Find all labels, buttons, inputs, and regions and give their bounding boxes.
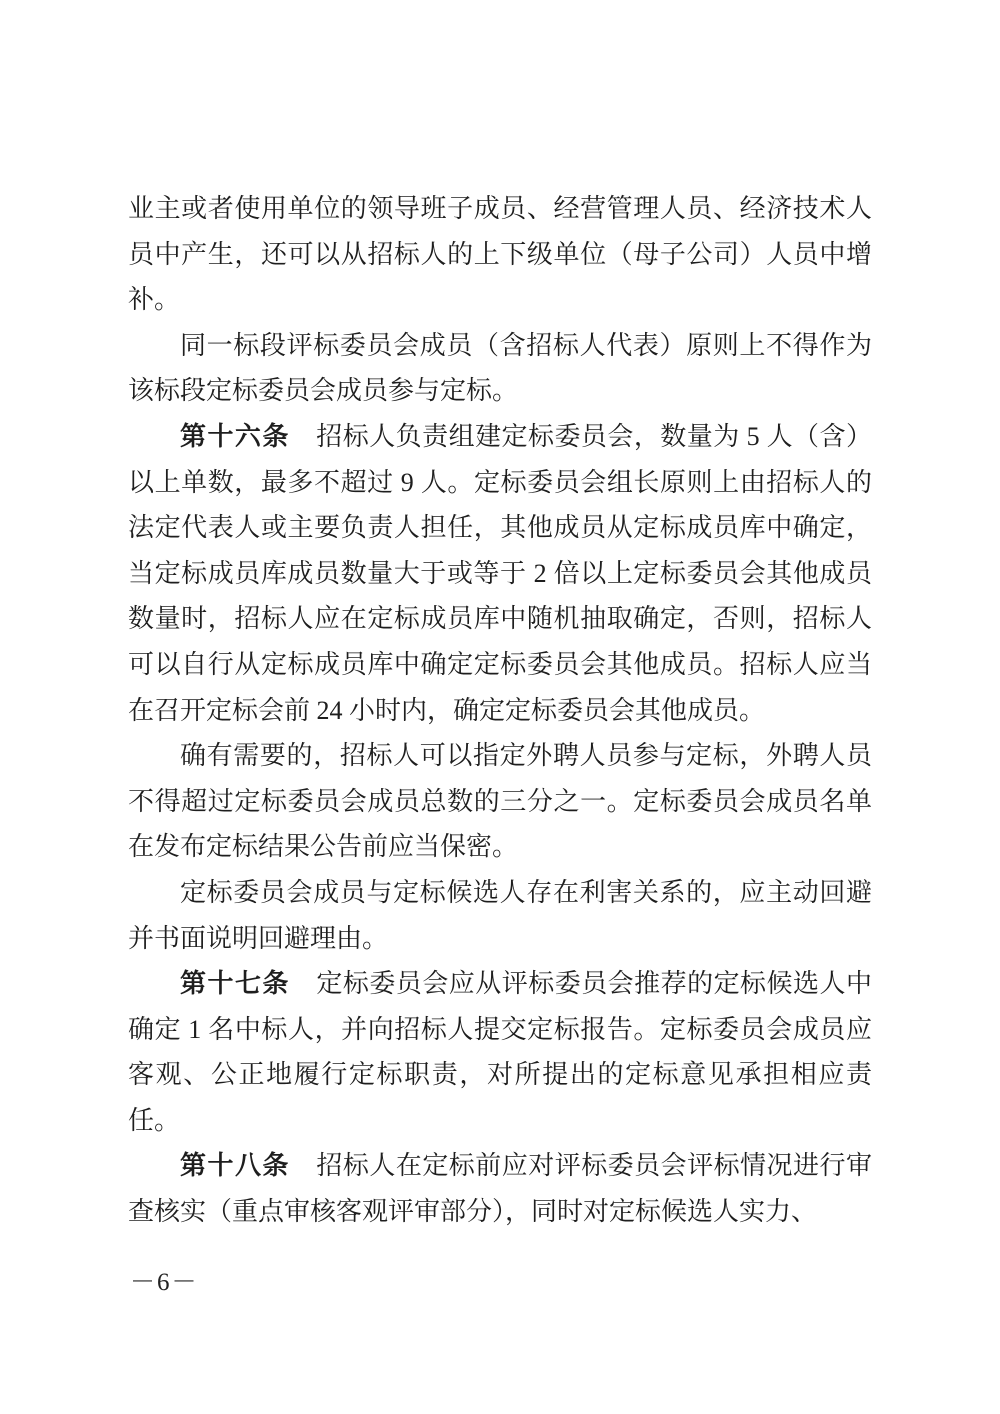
article-heading: 第十七条 <box>180 968 290 999</box>
page-number: －6－ <box>130 1269 199 1296</box>
paragraph: 业主或者使用单位的领导班子成员、经营管理人员、经济技术人员中产生，还可以从招标人的上下级单位（母子公司）人员中增补。 <box>128 194 872 315</box>
article-paragraph: 第十六条 招标人负责组建定标委员会，数量为 5 人（含）以上单数，最多不超过 9 人。定标委员会组长原则上由招标人的法定代表人或主要负责人担任，其他成员从定标成员库中确定，当定标成员库成员数量大于或等于 2 倍以上定标委员会其他成员数量时，招标人应在定标成员库中随机抽取确定，否则，招标人可以自行从定标成员库中确定定标委员会其他成员。招标人应当在召开定标会前 24 小时内，确定定标委员会其他成员。 <box>128 420 872 725</box>
paragraph: 确有需要的，招标人可以指定外聘人员参与定标，外聘人员不得超过定标委员会成员总数的三分之一。定标委员会成员名单在发布定标结果公告前应当保密。 <box>128 741 872 862</box>
article-heading: 第十八条 <box>180 1150 290 1181</box>
paragraph: 同一标段评标委员会成员（含招标人代表）原则上不得作为该标段定标委员会成员参与定标。 <box>128 330 872 406</box>
document-body <box>128 186 872 1235</box>
article-paragraph: 第十八条 招标人在定标前应对评标委员会评标情况进行审查核实（重点审核客观评审部分），同时对定标候选人实力、 <box>128 1150 872 1227</box>
paragraph: 定标委员会成员与定标候选人存在利害关系的，应主动回避并书面说明回避理由。 <box>128 877 872 953</box>
article-paragraph: 第十七条 定标委员会应从评标委员会推荐的定标候选人中确定 1 名中标人，并向招标人提交定标报告。定标委员会成员应客观、公正地履行定标职责，对所提出的定标意见承担相应责任。 <box>128 968 872 1135</box>
article-heading: 第十六条 <box>180 420 290 451</box>
